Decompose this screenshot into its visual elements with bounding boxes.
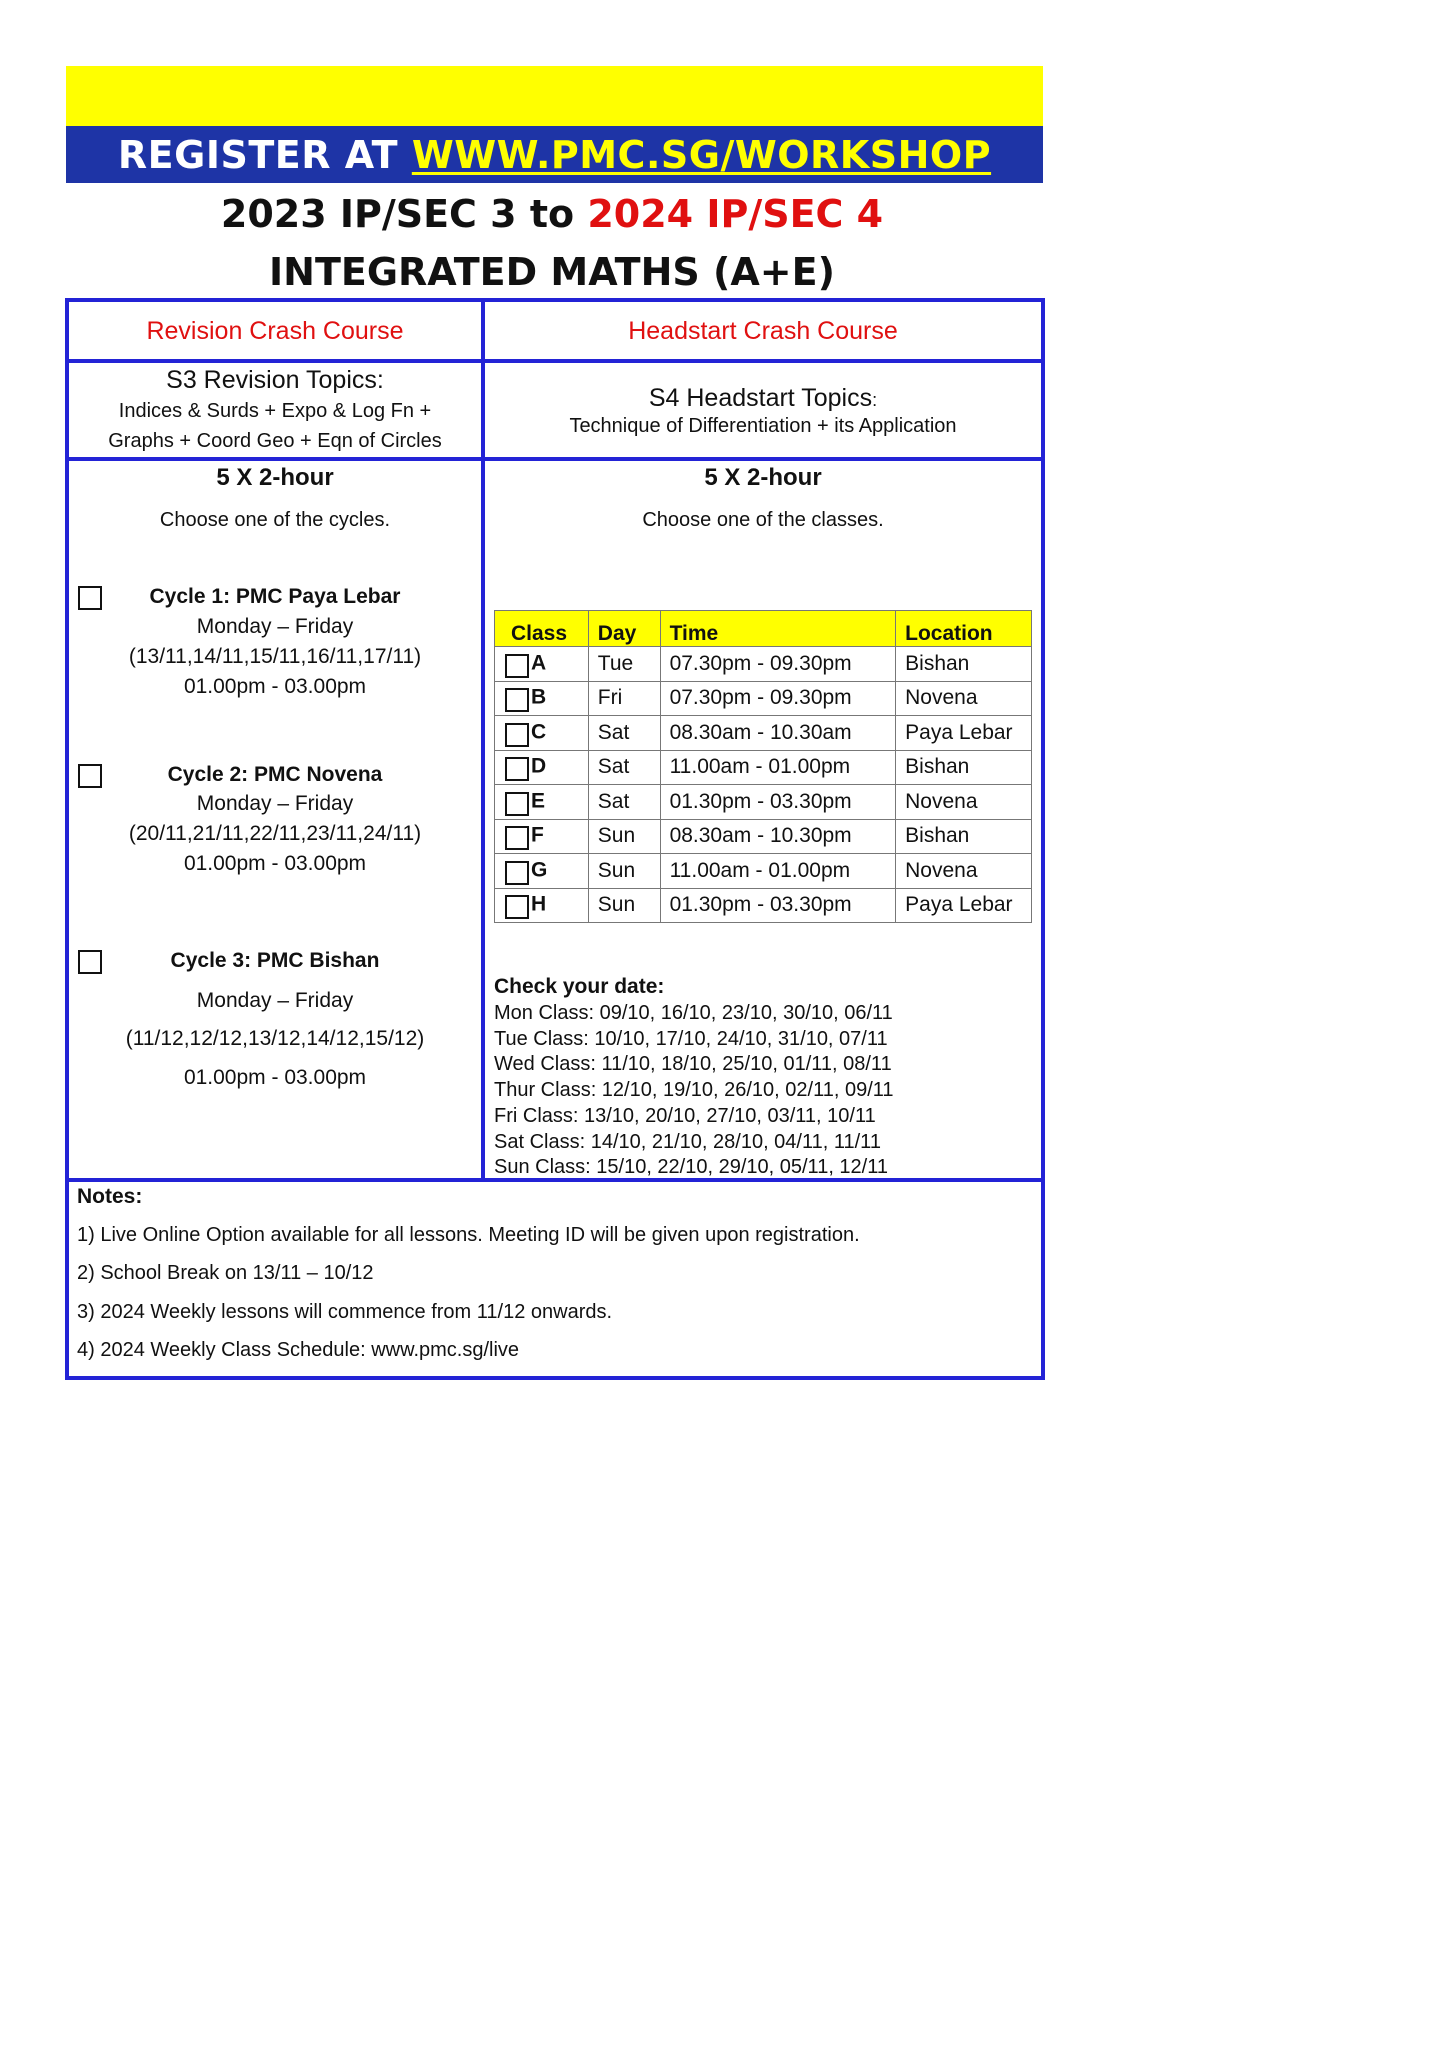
- class-letter: H: [531, 892, 547, 916]
- day-cell: Sun: [588, 888, 660, 923]
- table-header-row: [495, 611, 1032, 647]
- revision-course-header: Revision Crash Course: [146, 317, 404, 345]
- time-cell: 11.00am - 01.00pm: [660, 750, 896, 785]
- class-letter: A: [531, 651, 547, 675]
- headstart-duration: 5 X 2-hour: [704, 464, 822, 491]
- class-checkbox[interactable]: [505, 757, 529, 781]
- check-date-line: Sun Class: 15/10, 22/10, 29/10, 05/11, 12/11: [494, 1156, 888, 1179]
- table-row: [495, 819, 1032, 854]
- class-letter: G: [531, 858, 548, 882]
- cycle-3-time: 01.00pm - 03.00pm: [183, 1066, 367, 1089]
- register-link[interactable]: WWW.PMC.SG/WORKSHOP: [411, 132, 992, 177]
- cycle-1-days: Monday – Friday: [196, 615, 354, 638]
- table-row: [495, 647, 1032, 682]
- cycle-1-time: 01.00pm - 03.00pm: [183, 675, 367, 698]
- location-cell: Paya Lebar: [896, 888, 1032, 923]
- class-letter: D: [531, 754, 547, 778]
- check-date-line: Thur Class: 12/10, 19/10, 26/10, 02/11, 09/11: [494, 1079, 894, 1102]
- register-bar: [66, 126, 1043, 183]
- table-row: [495, 888, 1032, 923]
- table-row: [495, 854, 1032, 889]
- register-text: [118, 133, 991, 177]
- note-item: 1) Live Online Option available for all lessons. Meeting ID will be given upon registration.: [77, 1224, 860, 1246]
- class-letter: B: [531, 685, 547, 709]
- header-location: Location: [896, 611, 1032, 647]
- register-prefix: REGISTER AT: [117, 132, 412, 177]
- header-day: Day: [588, 611, 660, 647]
- revision-instruction: Choose one of the cycles.: [159, 509, 391, 531]
- class-checkbox[interactable]: [505, 861, 529, 885]
- revision-duration: 5 X 2-hour: [216, 464, 334, 491]
- time-cell: 07.30pm - 09.30pm: [660, 681, 896, 716]
- class-checkbox[interactable]: [505, 723, 529, 747]
- class-cell: [495, 785, 589, 820]
- check-date-line: Mon Class: 09/10, 16/10, 23/10, 30/10, 06/11: [494, 1002, 893, 1024]
- table-row: [495, 785, 1032, 820]
- class-checkbox[interactable]: [505, 688, 529, 712]
- header-time: Time: [660, 611, 896, 647]
- yellow-banner: [66, 66, 1043, 126]
- class-cell: [495, 854, 589, 889]
- title-year-to: 2024 IP/SEC 4: [587, 192, 884, 236]
- cycle-1-title: Cycle 1: PMC Paya Lebar: [149, 585, 401, 608]
- location-cell: Novena: [896, 681, 1032, 716]
- class-schedule-table: [494, 610, 1032, 923]
- time-cell: 01.30pm - 03.30pm: [660, 785, 896, 820]
- revision-topics-line: Indices & Surds + Expo & Log Fn +: [118, 400, 432, 422]
- cycle-2-time: 01.00pm - 03.00pm: [183, 852, 367, 875]
- time-cell: 07.30pm - 09.30pm: [660, 647, 896, 682]
- cycle-3-title: Cycle 3: PMC Bishan: [170, 949, 380, 972]
- class-cell: [495, 750, 589, 785]
- class-cell: [495, 716, 589, 751]
- divider: [65, 359, 1045, 363]
- check-date-line: Tue Class: 10/10, 17/10, 24/10, 31/10, 07/11: [494, 1027, 888, 1050]
- revision-topics-line: Graphs + Coord Geo + Eqn of Circles: [108, 430, 442, 452]
- location-cell: Bishan: [896, 750, 1032, 785]
- class-letter: E: [531, 789, 546, 813]
- location-cell: Bishan: [896, 819, 1032, 854]
- class-checkbox[interactable]: [505, 654, 529, 678]
- class-checkbox[interactable]: [505, 826, 529, 850]
- table-row: [495, 716, 1032, 751]
- class-letter: F: [531, 823, 544, 847]
- headstart-topics-title: [485, 384, 1041, 413]
- check-date-title: Check your date:: [494, 975, 665, 998]
- class-cell: [495, 819, 589, 854]
- headstart-topics-title-text: S4 Headstart Topics: [648, 384, 873, 412]
- cycle-3-dates: (11/12,12/12,13/12,14/12,15/12): [125, 1027, 425, 1050]
- class-cell: [495, 888, 589, 923]
- notes-title: Notes:: [77, 1185, 143, 1208]
- title-line-1: [0, 192, 1104, 236]
- revision-topics-title: S3 Revision Topics:: [166, 366, 384, 394]
- check-date-list: [494, 1001, 894, 1181]
- day-cell: Sun: [588, 819, 660, 854]
- note-item: 3) 2024 Weekly lessons will commence from 11/12 onwards.: [77, 1301, 613, 1323]
- class-checkbox[interactable]: [505, 895, 529, 919]
- location-cell: Paya Lebar: [896, 716, 1032, 751]
- check-date-line: Sat Class: 14/10, 21/10, 28/10, 04/11, 11/11: [494, 1130, 881, 1153]
- cycle-2-title: Cycle 2: PMC Novena: [167, 763, 383, 786]
- check-date-line: Fri Class: 13/10, 20/10, 27/10, 03/11, 10/11: [494, 1104, 876, 1127]
- day-cell: Sun: [588, 854, 660, 889]
- title-year-from: 2023 IP/SEC 3 to: [220, 192, 588, 236]
- headstart-topics-colon: :: [872, 390, 878, 410]
- cycle-1-dates: (13/11,14/11,15/11,16/11,17/11): [128, 645, 422, 668]
- day-cell: Sat: [588, 785, 660, 820]
- note-item: 4) 2024 Weekly Class Schedule: www.pmc.sg/live: [77, 1339, 520, 1361]
- cycle-2-days: Monday – Friday: [196, 792, 354, 815]
- time-cell: 01.30pm - 03.30pm: [660, 888, 896, 923]
- day-cell: Sat: [588, 716, 660, 751]
- header-class: Class: [495, 611, 589, 647]
- location-cell: Novena: [896, 785, 1032, 820]
- divider: [65, 457, 1045, 461]
- class-letter: C: [531, 720, 547, 744]
- class-checkbox[interactable]: [505, 792, 529, 816]
- cycle-3-days: Monday – Friday: [196, 989, 354, 1012]
- location-cell: Bishan: [896, 647, 1032, 682]
- headstart-topics-line: Technique of Differentiation + its Application: [569, 415, 957, 437]
- class-cell: [495, 647, 589, 682]
- location-cell: Novena: [896, 854, 1032, 889]
- table-row: [495, 681, 1032, 716]
- time-cell: 08.30am - 10.30am: [660, 716, 896, 751]
- check-date-line: Wed Class: 11/10, 18/10, 25/10, 01/11, 08/11: [494, 1053, 892, 1076]
- time-cell: 08.30am - 10.30pm: [660, 819, 896, 854]
- cycle-2-dates: (20/11,21/11,22/11,23/11,24/11): [128, 822, 422, 845]
- day-cell: Tue: [588, 647, 660, 682]
- headstart-course-header: Headstart Crash Course: [628, 317, 898, 345]
- title-line-2: INTEGRATED MATHS (A+E): [269, 250, 835, 294]
- day-cell: Fri: [588, 681, 660, 716]
- class-cell: [495, 681, 589, 716]
- note-item: 2) School Break on 13/11 – 10/12: [77, 1262, 374, 1284]
- day-cell: Sat: [588, 750, 660, 785]
- time-cell: 11.00am - 01.00pm: [660, 854, 896, 889]
- table-row: [495, 750, 1032, 785]
- headstart-instruction: Choose one of the classes.: [642, 509, 884, 531]
